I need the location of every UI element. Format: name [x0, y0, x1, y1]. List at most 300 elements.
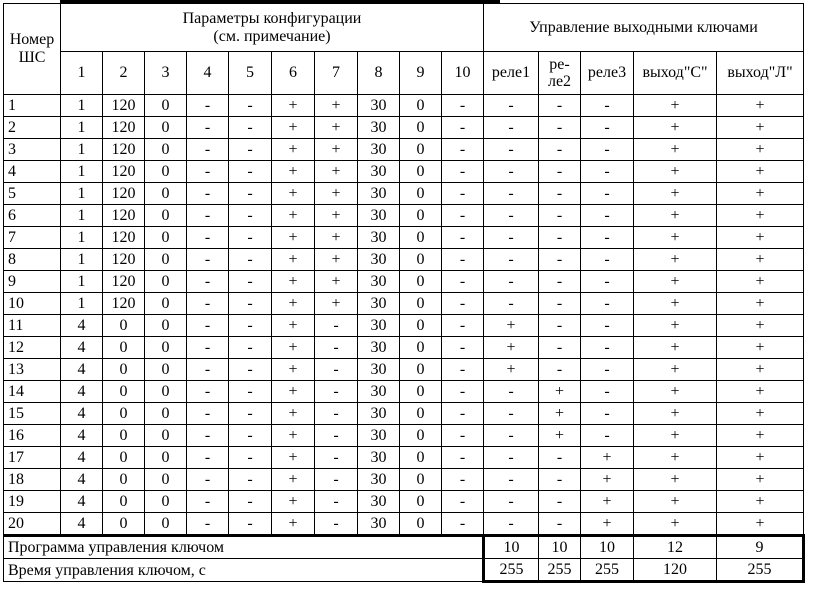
- table-cell: 0: [400, 447, 442, 469]
- table-cell: -: [442, 359, 484, 381]
- table-cell: 0: [103, 403, 145, 425]
- table-cell: 0: [400, 227, 442, 249]
- program-value: 10: [484, 536, 539, 559]
- config-col-5: 5: [229, 52, 272, 95]
- program-label: Программа управления ключом: [4, 536, 484, 559]
- table-cell: 1: [61, 205, 103, 227]
- table-cell: -: [539, 271, 581, 293]
- table-cell: +: [717, 271, 804, 293]
- table-cell: +: [634, 381, 717, 403]
- table-cell: 4: [61, 425, 103, 447]
- table-cell: +: [634, 183, 717, 205]
- table-cell: +: [634, 139, 717, 161]
- table-cell: 0: [145, 513, 187, 536]
- table-cell: -: [442, 95, 484, 117]
- table-cell: -: [484, 447, 539, 469]
- table-cell: -: [484, 403, 539, 425]
- table-row: [4, 359, 804, 381]
- table-cell: -: [229, 491, 272, 513]
- config-col-7: 7: [315, 52, 358, 95]
- table-cell: -: [442, 491, 484, 513]
- table-cell: -: [229, 447, 272, 469]
- table-cell: +: [634, 249, 717, 271]
- table-cell: +: [484, 359, 539, 381]
- table-cell: -: [442, 161, 484, 183]
- table-cell: +: [717, 381, 804, 403]
- table-cell: -: [315, 513, 358, 536]
- table-cell: +: [717, 205, 804, 227]
- table-cell: -: [315, 469, 358, 491]
- table-cell: +: [634, 205, 717, 227]
- table-cell: -: [442, 271, 484, 293]
- table-cell: -: [315, 491, 358, 513]
- table-cell: -: [484, 491, 539, 513]
- table-cell: -: [229, 469, 272, 491]
- table-cell: 30: [358, 337, 400, 359]
- table-cell: -: [187, 293, 229, 315]
- table-cell: +: [634, 491, 717, 513]
- table-cell: +: [634, 403, 717, 425]
- table-cell: -: [229, 117, 272, 139]
- table-cell: -: [442, 205, 484, 227]
- table-cell: 120: [103, 161, 145, 183]
- table-cell: -: [581, 315, 634, 337]
- table-cell: 30: [358, 359, 400, 381]
- loop-number-cell: 7: [4, 227, 61, 249]
- table-cell: +: [272, 95, 315, 117]
- loop-number-cell: 11: [4, 315, 61, 337]
- table-cell: +: [717, 117, 804, 139]
- table-cell: -: [484, 205, 539, 227]
- table-cell: 0: [400, 513, 442, 536]
- table-cell: -: [581, 183, 634, 205]
- table-cell: -: [229, 359, 272, 381]
- table-cell: 0: [145, 227, 187, 249]
- table-cell: 1: [61, 227, 103, 249]
- table-cell: +: [272, 161, 315, 183]
- table-cell: 0: [145, 315, 187, 337]
- table-cell: -: [442, 293, 484, 315]
- table-cell: 0: [400, 161, 442, 183]
- table-row: [4, 469, 804, 491]
- config-col-9: 9: [400, 52, 442, 95]
- table-cell: -: [187, 117, 229, 139]
- config-col-3: 3: [145, 52, 187, 95]
- table-cell: -: [187, 337, 229, 359]
- table-cell: -: [484, 139, 539, 161]
- table-row: [4, 95, 804, 117]
- table-cell: +: [717, 183, 804, 205]
- table-cell: -: [484, 117, 539, 139]
- output-col-relay1: реле1: [484, 52, 539, 95]
- table-cell: -: [581, 381, 634, 403]
- table-cell: -: [315, 315, 358, 337]
- loop-number-header-line1: Номер: [9, 31, 55, 48]
- table-cell: -: [539, 183, 581, 205]
- table-cell: 0: [103, 447, 145, 469]
- table-cell: -: [539, 117, 581, 139]
- table-cell: 0: [145, 447, 187, 469]
- table-cell: -: [229, 205, 272, 227]
- table-cell: +: [272, 117, 315, 139]
- table-row: [4, 513, 804, 536]
- table-cell: +: [272, 249, 315, 271]
- table-cell: 1: [61, 293, 103, 315]
- time-label: Время управления ключом, с: [4, 559, 484, 582]
- table-cell: -: [442, 117, 484, 139]
- table-cell: -: [229, 183, 272, 205]
- table-cell: -: [539, 359, 581, 381]
- table-cell: 0: [145, 491, 187, 513]
- table-cell: +: [315, 117, 358, 139]
- table-cell: +: [717, 161, 804, 183]
- table-cell: +: [272, 425, 315, 447]
- table-cell: -: [187, 359, 229, 381]
- table-cell: 30: [358, 513, 400, 536]
- table-cell: +: [717, 227, 804, 249]
- table-cell: +: [315, 139, 358, 161]
- table-cell: 0: [400, 249, 442, 271]
- table-cell: -: [484, 469, 539, 491]
- table-cell: 1: [61, 271, 103, 293]
- table-cell: +: [634, 513, 717, 536]
- loop-number-cell: 16: [4, 425, 61, 447]
- table-cell: +: [717, 491, 804, 513]
- table-cell: -: [484, 271, 539, 293]
- table-cell: +: [634, 447, 717, 469]
- output-col-output-l: выход"Л": [717, 52, 804, 95]
- table-cell: +: [717, 139, 804, 161]
- config-params-title-line1: Параметры конфигурации: [182, 9, 362, 27]
- table-row: [4, 381, 804, 403]
- table-cell: +: [634, 293, 717, 315]
- table-cell: 120: [103, 249, 145, 271]
- table-cell: -: [187, 491, 229, 513]
- table-cell: -: [315, 403, 358, 425]
- table-cell: -: [539, 469, 581, 491]
- table-cell: -: [315, 359, 358, 381]
- table-cell: 4: [61, 447, 103, 469]
- table-cell: -: [539, 161, 581, 183]
- table-cell: -: [581, 337, 634, 359]
- loop-number-cell: 13: [4, 359, 61, 381]
- table-cell: -: [229, 425, 272, 447]
- table-cell: -: [229, 95, 272, 117]
- table-cell: -: [187, 183, 229, 205]
- table-cell: +: [272, 205, 315, 227]
- table-cell: 0: [145, 293, 187, 315]
- table-cell: +: [272, 139, 315, 161]
- table-cell: -: [187, 469, 229, 491]
- table-cell: -: [187, 403, 229, 425]
- table-cell: +: [315, 161, 358, 183]
- table-cell: -: [187, 139, 229, 161]
- table-cell: -: [484, 227, 539, 249]
- header-row-top: [4, 4, 804, 52]
- program-value: 9: [717, 536, 804, 559]
- table-cell: 0: [400, 95, 442, 117]
- table-row: [4, 117, 804, 139]
- table-cell: -: [442, 469, 484, 491]
- table-row: [4, 205, 804, 227]
- table-cell: 120: [103, 293, 145, 315]
- output-keys-header: Управление выходными ключами: [484, 4, 804, 52]
- table-row: [4, 161, 804, 183]
- table-cell: -: [187, 249, 229, 271]
- table-cell: 30: [358, 469, 400, 491]
- table-cell: 30: [358, 139, 400, 161]
- table-cell: 30: [358, 315, 400, 337]
- table-cell: 0: [145, 117, 187, 139]
- table-cell: +: [539, 403, 581, 425]
- time-value: 255: [484, 559, 539, 582]
- table-cell: -: [539, 513, 581, 536]
- table-cell: +: [315, 183, 358, 205]
- table-cell: -: [442, 337, 484, 359]
- table-cell: 0: [103, 359, 145, 381]
- table-cell: 4: [61, 315, 103, 337]
- table-cell: 120: [103, 117, 145, 139]
- table-cell: 0: [400, 359, 442, 381]
- time-value: 255: [539, 559, 581, 582]
- loop-number-cell: 12: [4, 337, 61, 359]
- table-cell: 0: [145, 337, 187, 359]
- table-cell: -: [442, 227, 484, 249]
- table-cell: +: [315, 293, 358, 315]
- table-cell: -: [539, 227, 581, 249]
- table-cell: +: [272, 337, 315, 359]
- table-row: [4, 315, 804, 337]
- table-cell: -: [442, 315, 484, 337]
- table-cell: 0: [103, 469, 145, 491]
- table-cell: -: [187, 425, 229, 447]
- table-row: [4, 491, 804, 513]
- table-cell: -: [187, 315, 229, 337]
- table-cell: -: [187, 513, 229, 536]
- table-cell: -: [187, 447, 229, 469]
- table-cell: -: [581, 403, 634, 425]
- table-row: [4, 249, 804, 271]
- table-cell: -: [229, 403, 272, 425]
- table-cell: +: [272, 469, 315, 491]
- table-cell: 120: [103, 139, 145, 161]
- table-cell: -: [484, 95, 539, 117]
- time-row: [4, 559, 804, 582]
- table-cell: +: [717, 513, 804, 536]
- table-cell: 120: [103, 183, 145, 205]
- output-col-relay3: реле3: [581, 52, 634, 95]
- program-value: 12: [634, 536, 717, 559]
- table-cell: 4: [61, 469, 103, 491]
- loop-number-cell: 17: [4, 447, 61, 469]
- table-cell: -: [539, 315, 581, 337]
- table-cell: +: [272, 359, 315, 381]
- loop-number-cell: 18: [4, 469, 61, 491]
- table-cell: -: [315, 447, 358, 469]
- table-cell: 0: [400, 183, 442, 205]
- table-cell: -: [581, 425, 634, 447]
- table-cell: -: [484, 161, 539, 183]
- table-row: [4, 293, 804, 315]
- table-cell: 4: [61, 513, 103, 536]
- table-cell: 0: [145, 359, 187, 381]
- table-cell: -: [187, 161, 229, 183]
- table-cell: 30: [358, 95, 400, 117]
- table-cell: 0: [400, 205, 442, 227]
- table-cell: -: [539, 293, 581, 315]
- table-cell: 0: [145, 161, 187, 183]
- loop-number-cell: 20: [4, 513, 61, 536]
- table-cell: 120: [103, 95, 145, 117]
- table-cell: -: [581, 95, 634, 117]
- table-cell: -: [581, 227, 634, 249]
- table-cell: +: [539, 425, 581, 447]
- table-row: [4, 425, 804, 447]
- table-cell: 1: [61, 183, 103, 205]
- table-cell: -: [187, 95, 229, 117]
- table-row: [4, 337, 804, 359]
- table-cell: +: [272, 293, 315, 315]
- table-cell: +: [634, 337, 717, 359]
- table-cell: 120: [103, 205, 145, 227]
- table-cell: +: [717, 359, 804, 381]
- program-value: 10: [539, 536, 581, 559]
- config-col-6: 6: [272, 52, 315, 95]
- table-cell: +: [272, 513, 315, 536]
- table-cell: -: [229, 337, 272, 359]
- table-cell: 0: [400, 491, 442, 513]
- table-cell: 120: [103, 227, 145, 249]
- table-cell: -: [539, 95, 581, 117]
- table-cell: +: [634, 117, 717, 139]
- program-row: [4, 536, 804, 559]
- table-cell: 0: [103, 425, 145, 447]
- table-cell: -: [539, 447, 581, 469]
- table-cell: +: [717, 249, 804, 271]
- table-cell: +: [634, 161, 717, 183]
- table-cell: -: [484, 381, 539, 403]
- time-value: 255: [581, 559, 634, 582]
- table-cell: +: [272, 447, 315, 469]
- table-cell: 30: [358, 293, 400, 315]
- table-cell: 30: [358, 205, 400, 227]
- table-cell: +: [634, 469, 717, 491]
- table-cell: 30: [358, 447, 400, 469]
- table-cell: -: [581, 271, 634, 293]
- table-cell: -: [581, 249, 634, 271]
- program-value: 10: [581, 536, 634, 559]
- output-col-relay2-line1: ре-: [549, 56, 570, 73]
- table-cell: 0: [145, 425, 187, 447]
- table-cell: +: [581, 491, 634, 513]
- table-cell: +: [634, 227, 717, 249]
- config-col-4: 4: [187, 52, 229, 95]
- table-cell: +: [717, 95, 804, 117]
- table-cell: -: [581, 205, 634, 227]
- table-cell: +: [272, 227, 315, 249]
- table-cell: 1: [61, 249, 103, 271]
- table-cell: -: [229, 139, 272, 161]
- table-cell: -: [539, 337, 581, 359]
- table-cell: +: [717, 315, 804, 337]
- table-cell: +: [315, 271, 358, 293]
- time-value: 255: [717, 559, 804, 582]
- table-cell: 30: [358, 491, 400, 513]
- table-cell: -: [187, 381, 229, 403]
- table-cell: -: [581, 139, 634, 161]
- table-cell: -: [229, 271, 272, 293]
- table-cell: +: [581, 513, 634, 536]
- table-row: [4, 403, 804, 425]
- loop-number-header: [4, 4, 61, 95]
- table-cell: +: [717, 469, 804, 491]
- table-cell: -: [442, 183, 484, 205]
- table-cell: -: [442, 513, 484, 536]
- table-cell: 30: [358, 403, 400, 425]
- config-col-2: 2: [103, 52, 145, 95]
- table-row: [4, 227, 804, 249]
- table-cell: 0: [400, 293, 442, 315]
- loop-number-header-line2: ШС: [18, 49, 46, 66]
- output-col-output-c: выход"С": [634, 52, 717, 95]
- table-cell: 0: [145, 183, 187, 205]
- table-cell: -: [229, 161, 272, 183]
- table-cell: 30: [358, 271, 400, 293]
- table-cell: -: [315, 381, 358, 403]
- loop-number-cell: 10: [4, 293, 61, 315]
- table-cell: -: [229, 227, 272, 249]
- table-cell: -: [229, 381, 272, 403]
- table-cell: 0: [145, 139, 187, 161]
- table-cell: +: [315, 205, 358, 227]
- table-cell: 0: [145, 469, 187, 491]
- loop-number-cell: 1: [4, 95, 61, 117]
- table-cell: +: [272, 381, 315, 403]
- loop-number-cell: 4: [4, 161, 61, 183]
- loop-number-cell: 6: [4, 205, 61, 227]
- table-cell: 4: [61, 381, 103, 403]
- table-cell: 0: [400, 271, 442, 293]
- table-cell: 4: [61, 359, 103, 381]
- table-cell: 0: [145, 205, 187, 227]
- table-cell: -: [187, 227, 229, 249]
- table-row: [4, 139, 804, 161]
- table-cell: -: [315, 337, 358, 359]
- table-row: [4, 183, 804, 205]
- table-cell: -: [229, 249, 272, 271]
- table-cell: 4: [61, 491, 103, 513]
- table-cell: 120: [103, 271, 145, 293]
- table-cell: -: [442, 447, 484, 469]
- table-cell: 0: [103, 315, 145, 337]
- table-cell: 30: [358, 381, 400, 403]
- table-cell: -: [484, 249, 539, 271]
- table-cell: -: [539, 491, 581, 513]
- table-cell: +: [717, 403, 804, 425]
- table-cell: +: [272, 183, 315, 205]
- table-cell: 0: [400, 315, 442, 337]
- table-cell: -: [539, 249, 581, 271]
- table-cell: 0: [400, 469, 442, 491]
- table-cell: 0: [400, 425, 442, 447]
- loop-number-cell: 3: [4, 139, 61, 161]
- table-cell: -: [484, 293, 539, 315]
- table-cell: +: [272, 491, 315, 513]
- table-cell: +: [717, 293, 804, 315]
- table-cell: +: [272, 403, 315, 425]
- config-params-title-line2: (см. примечание): [213, 27, 331, 45]
- table-cell: 30: [358, 227, 400, 249]
